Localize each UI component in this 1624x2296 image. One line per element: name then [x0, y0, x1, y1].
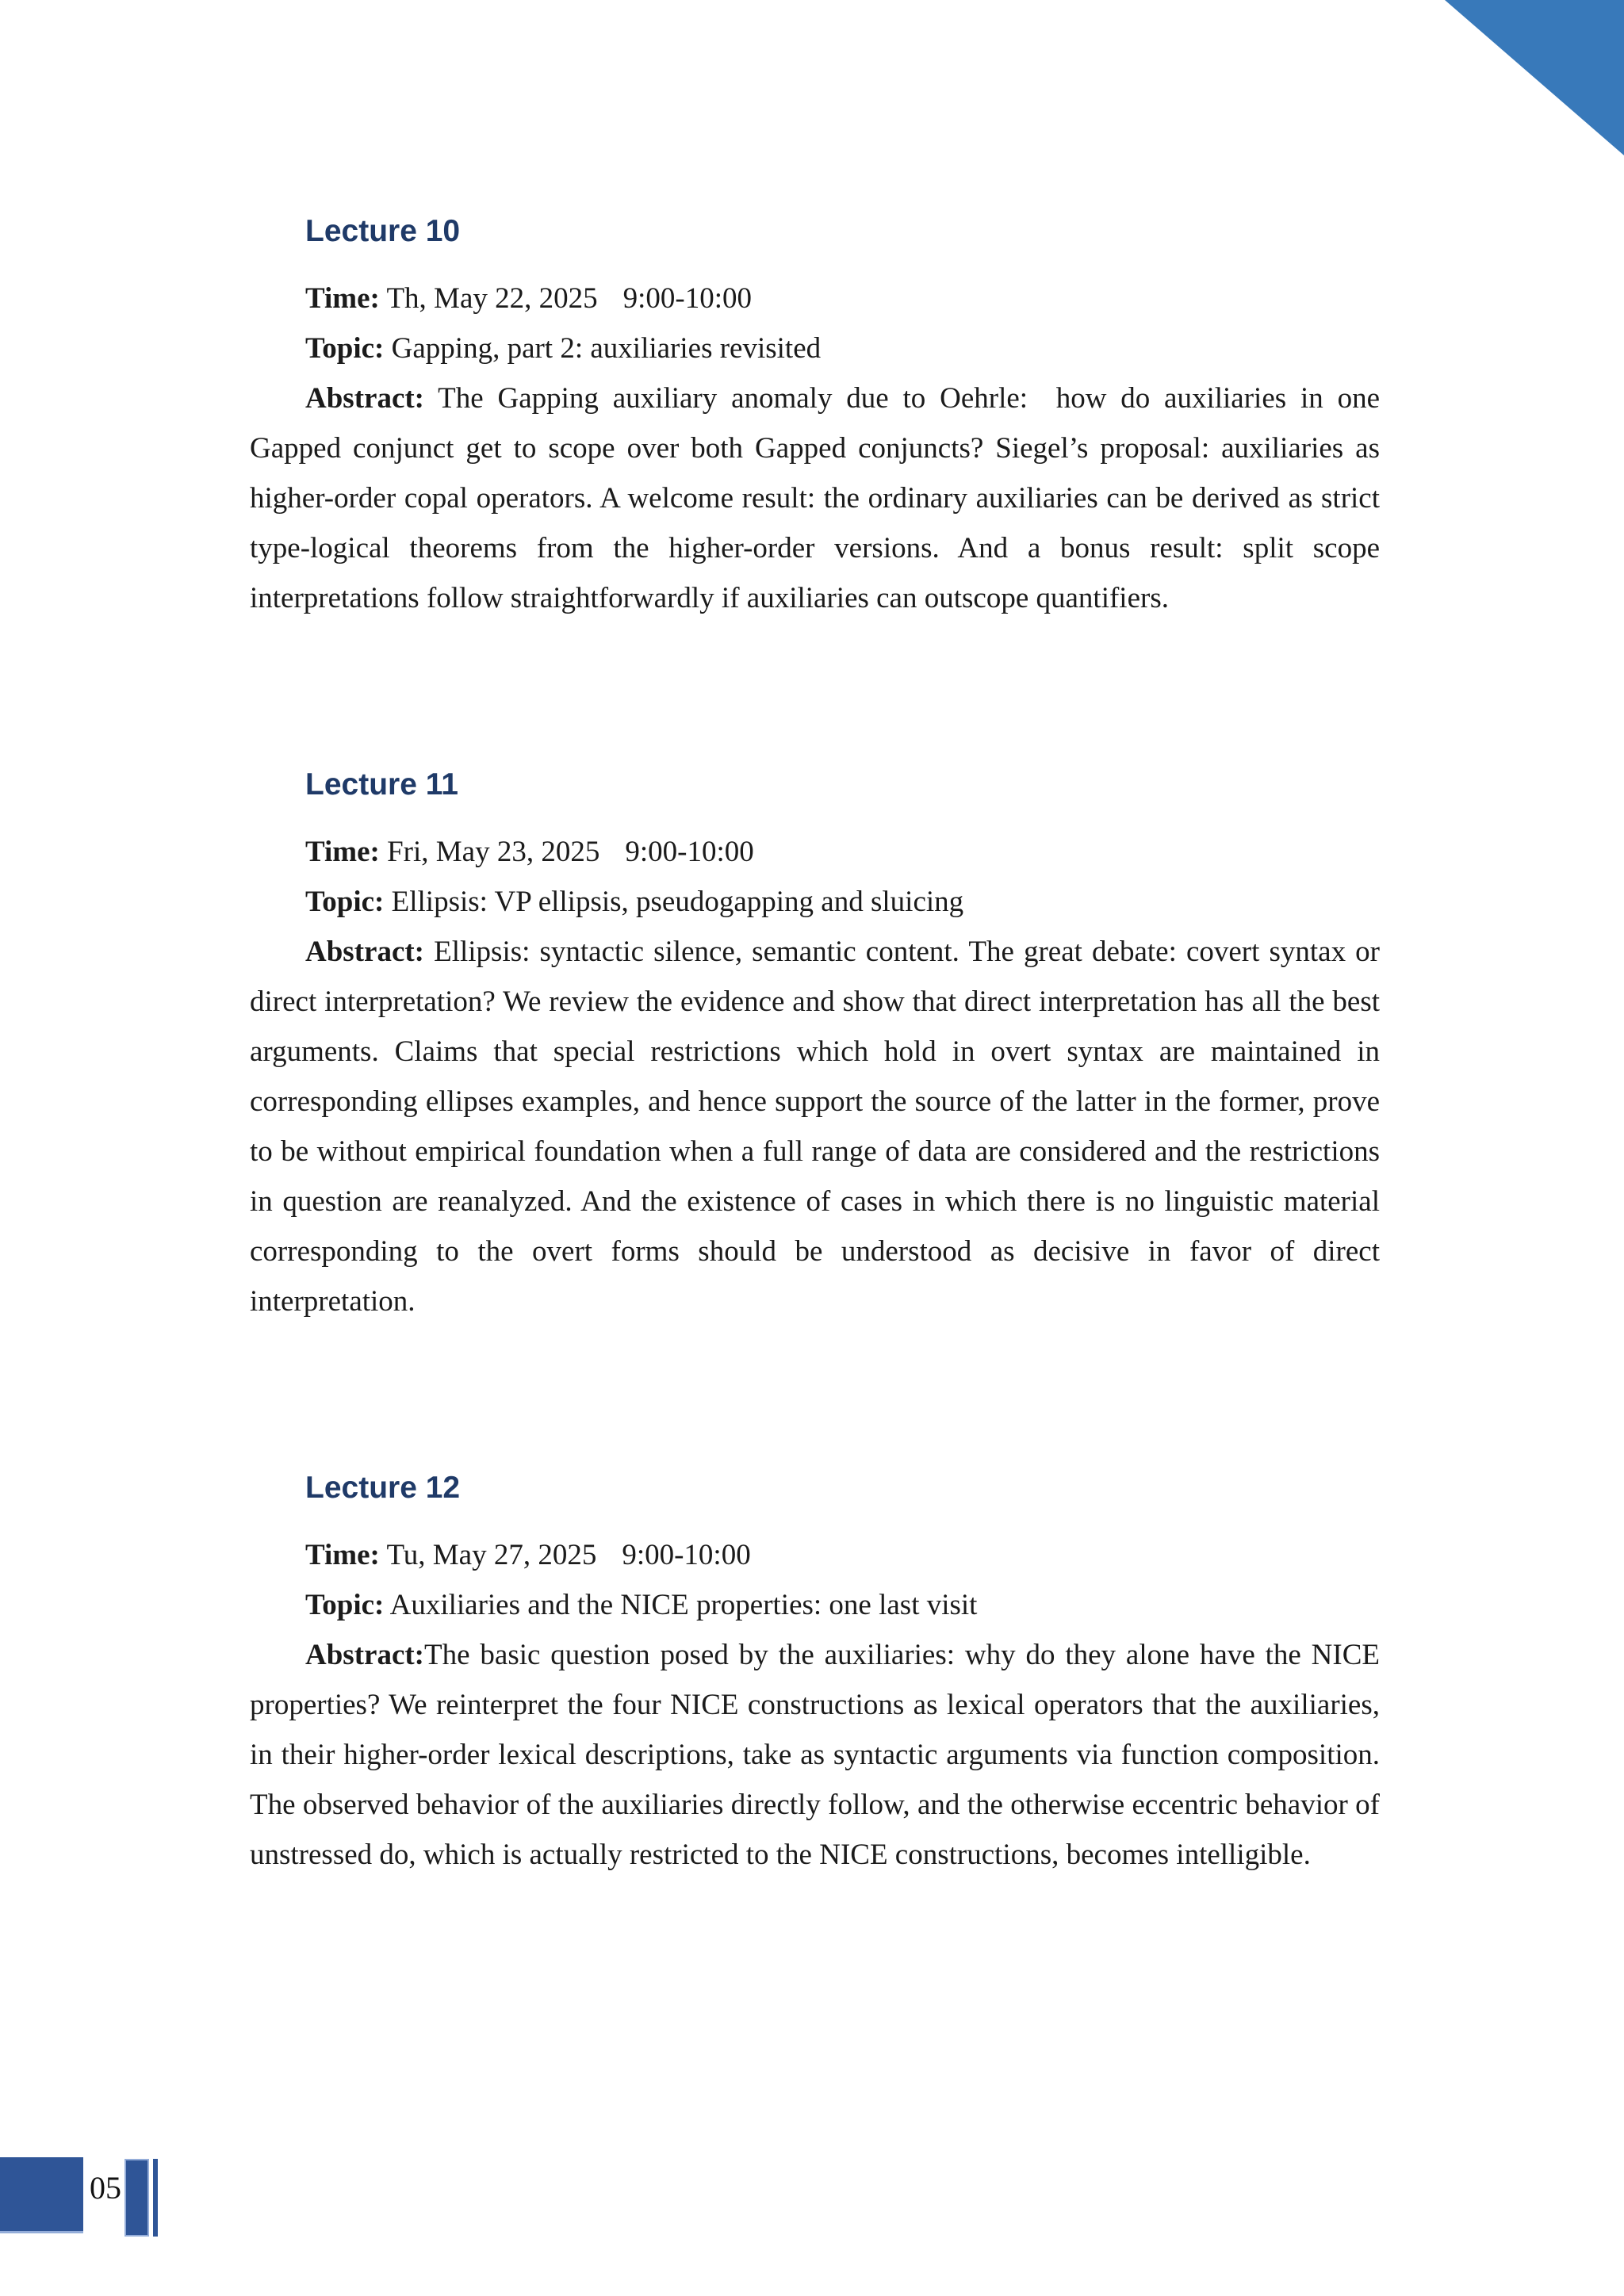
abstract-label: Abstract: — [305, 936, 425, 968]
abstract-text: The basic question posed by the auxiliaries: why do they alone have the NICE properties? We reinterpret the four NICE constructions as lexical operators that the auxiliaries, in their higher-order lexical descriptions, take as syntactic arguments via function composition. The observed behavior of the auxiliaries directly follow, and the otherwise eccentric behavior of unstressed do, which is actually restricted to the NICE constructions, becomes intelligible. — [250, 1639, 1380, 1871]
footer-thin-bar-decoration — [153, 2159, 158, 2237]
lecture-list — [250, 212, 1380, 1880]
corner-triangle-decoration — [1445, 0, 1624, 155]
hours-value: 9:00-10:00 — [625, 836, 754, 868]
lecture-section-12 — [250, 1469, 1380, 1880]
time-line — [250, 274, 1380, 323]
time-line — [250, 1530, 1380, 1580]
time-value: Th, May 22, 2025 — [379, 282, 598, 315]
hours-value: 9:00-10:00 — [622, 282, 753, 315]
time-value: Tu, May 27, 2025 — [379, 1539, 597, 1571]
topic-label: Topic: — [305, 332, 385, 365]
lecture-section-11 — [250, 766, 1380, 1326]
time-value: Fri, May 23, 2025 — [379, 836, 600, 868]
abstract-label: Abstract: — [305, 1639, 425, 1671]
topic-label: Topic: — [305, 1589, 385, 1621]
topic-line — [250, 877, 1380, 927]
time-label: Time: — [305, 836, 380, 868]
abstract-text: Ellipsis: syntactic silence, semantic content. The great debate: covert syntax or direct interpretation? We review the evidence and show that direct interpretation has all the best arguments. Claims that special restrictions which hold in overt syntax are maintained in corresponding ellipses examples, and hence support the source of the latter in the former, prove to be without empirical foundation when a full range of data are considered and the restrictions in question are reanalyzed. And the existence of cases in which there is no linguistic material corresponding to the overt forms should be understood as decisive in favor of direct interpretation. — [250, 936, 1380, 1318]
time-label: Time: — [305, 282, 380, 315]
lecture-section-10 — [250, 212, 1380, 623]
abstract-paragraph — [250, 927, 1380, 1326]
footer-medium-bar-decoration — [124, 2159, 149, 2237]
topic-value: Auxiliaries and the NICE properties: one last visit — [384, 1589, 978, 1621]
abstract-text: The Gapping auxiliary anomaly due to Oehrle: how do auxiliaries in one Gapped conjunct get to scope over both Gapped conjuncts? Siegel’s proposal: auxiliaries as higher-order copal operators. A welcome result: the ordinary auxiliaries can be derived as strict type-logical theorems from the higher-order versions. And a bonus result: split scope interpretations follow straightforwardly if auxiliaries can outscope quantifiers. — [250, 382, 1380, 614]
abstract-paragraph — [250, 373, 1380, 623]
lecture-title: Lecture 10 — [305, 214, 461, 248]
abstract-paragraph — [250, 1630, 1380, 1880]
page-number: 05 — [90, 2170, 121, 2206]
footer-square-decoration — [0, 2157, 83, 2233]
topic-line — [250, 1580, 1380, 1630]
topic-line — [250, 323, 1380, 373]
topic-value: Ellipsis: VP ellipsis, pseudogapping and sluicing — [384, 886, 964, 918]
abstract-label: Abstract: — [305, 382, 425, 415]
hours-value: 9:00-10:00 — [622, 1539, 751, 1571]
topic-label: Topic: — [305, 886, 385, 918]
time-line — [250, 827, 1380, 877]
time-label: Time: — [305, 1539, 380, 1571]
topic-value: Gapping, part 2: auxiliaries revisited — [384, 332, 822, 365]
lecture-title: Lecture 11 — [305, 767, 458, 802]
lecture-title: Lecture 12 — [305, 1471, 461, 1505]
